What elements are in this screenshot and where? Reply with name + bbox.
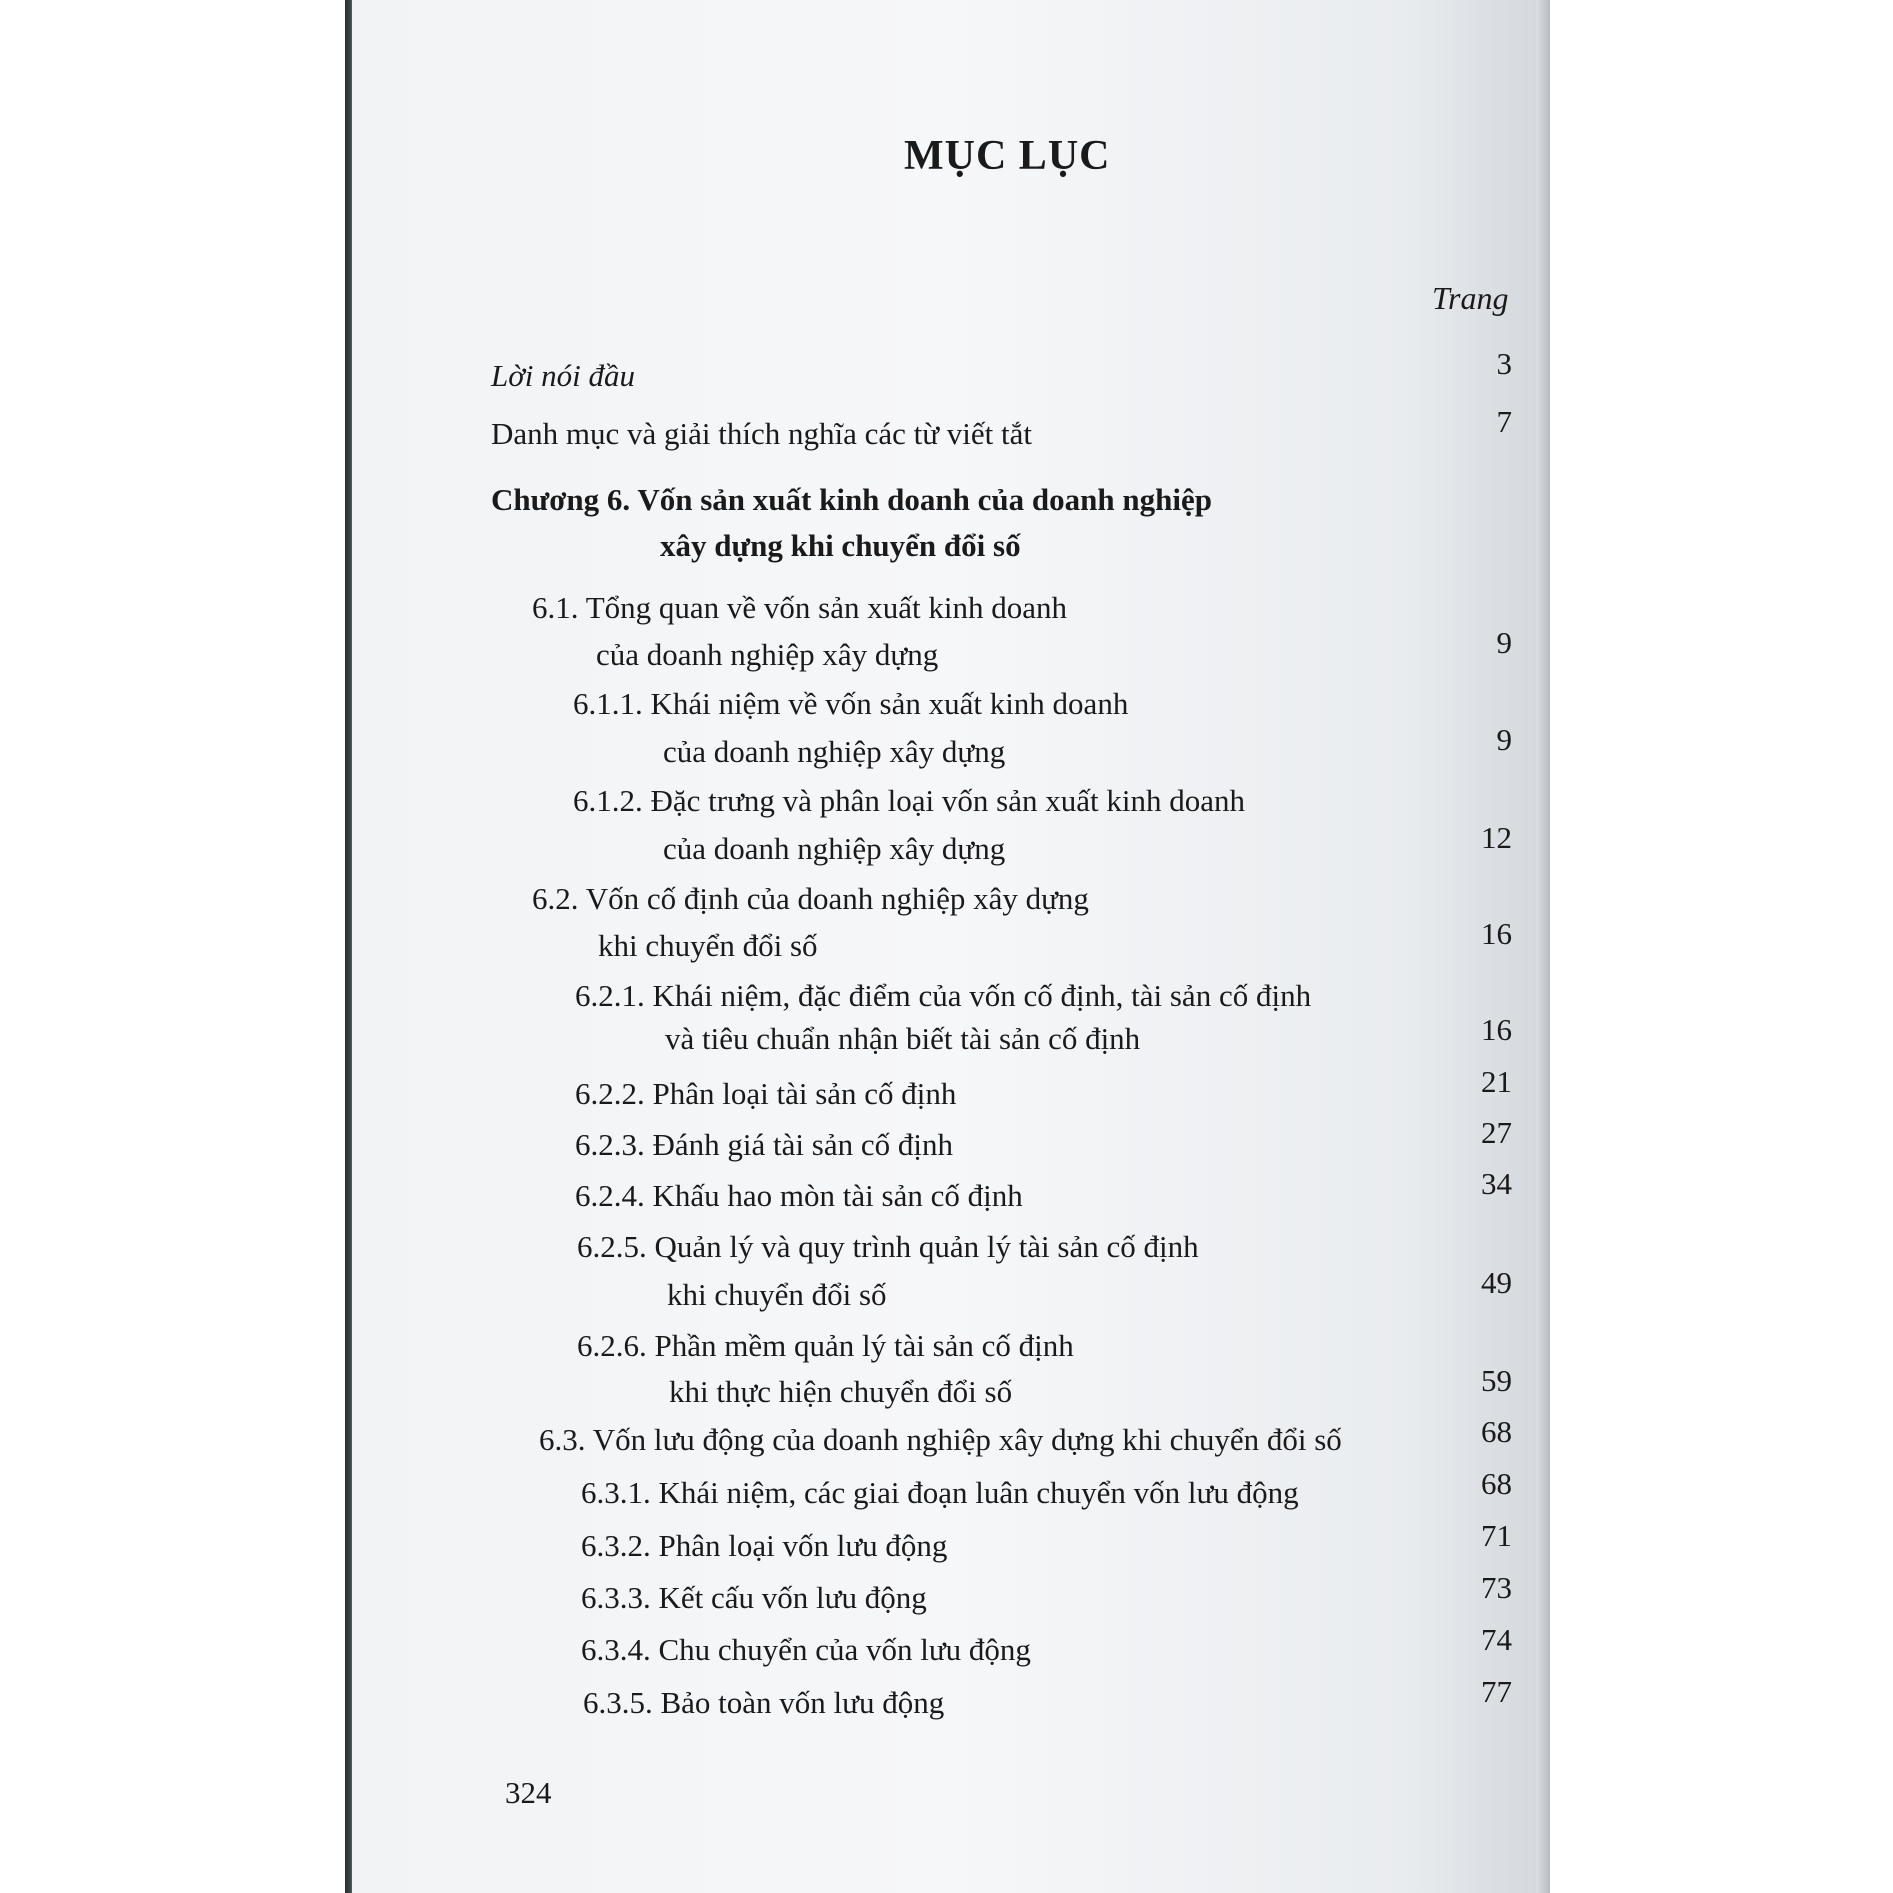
toc-entry-title: Quản lý và quy trình quản lý tài sản cố định [654,1229,1199,1264]
toc-page-number: 16 [1481,916,1512,951]
toc-entry-title-line2: của doanh nghiệp xây dựng [663,831,1006,866]
toc-page-number: 3 [1496,346,1512,381]
toc-chapter-label: Chương 6. [491,482,631,517]
toc-entry-title: Chu chuyển của vốn lưu động [658,1632,1031,1667]
toc-page-number: 71 [1481,1518,1512,1553]
toc-page-number: 49 [1481,1265,1512,1300]
toc-entry-title: Khấu hao mòn tài sản cố định [652,1178,1023,1213]
toc-entry [583,1679,944,1727]
toc-entry-label: 6.3.1. [581,1475,651,1510]
page-number-folio: 324 [505,1775,552,1810]
toc-entry-label: 6.2. [532,881,579,916]
toc-entry-label: 6.2.4. [575,1178,645,1213]
toc-entry [532,584,1067,632]
toc-page-number: 21 [1481,1064,1512,1099]
toc-page-number: 34 [1481,1166,1512,1201]
toc-page-number: 9 [1496,625,1512,660]
toc-entry-label: 6.1.2. [573,783,643,818]
toc-entry-title-line2: của doanh nghiệp xây dựng [596,637,939,672]
toc-entry-title: Vốn cố định của doanh nghiệp xây dựng [585,881,1089,916]
toc-entry [577,1322,1074,1370]
toc-page-number: 12 [1481,820,1512,855]
toc-entry-title: Vốn lưu động của doanh nghiệp xây dựng khi chuyển đổi số [592,1422,1342,1457]
toc-entry-title: Kết cấu vốn lưu động [658,1580,927,1615]
toc-page-number: 16 [1481,1012,1512,1047]
toc-entry-label: 6.3.5. [583,1685,653,1720]
toc-chapter-title: Vốn sản xuất kinh doanh của doanh nghiệp [637,482,1212,517]
toc-chapter [491,476,1212,524]
toc-entry-title: Lời nói đầu [491,358,636,393]
left-margin [0,0,348,1893]
toc-entry-title-line2: khi chuyển đổi số [598,928,818,963]
toc-page-number: 77 [1481,1674,1512,1709]
toc-entry [581,1469,1299,1517]
toc-entry [491,410,1032,458]
toc-entry-label: 6.2.2. [575,1076,645,1111]
toc-entry-title-line2: khi thực hiện chuyển đổi số [669,1374,1013,1409]
toc-page-number: 68 [1481,1466,1512,1501]
toc-entry-label: 6.3.4. [581,1632,651,1667]
toc-entry [581,1626,1031,1674]
toc-page-number: 9 [1496,722,1512,757]
toc-entry-title: Phân loại vốn lưu động [658,1528,948,1563]
toc-entry-title: Khái niệm về vốn sản xuất kinh doanh [650,686,1129,721]
toc-page-number: 74 [1481,1622,1512,1657]
toc-entry-label: 6.2.1. [575,978,645,1013]
page-column-header: Trang [1432,280,1509,316]
toc-entry-label: 6.2.5. [577,1229,647,1264]
toc-entry-title: Khái niệm, đặc điểm của vốn cố định, tài sản cố định [652,978,1312,1013]
toc-entry-label: 6.3.3. [581,1580,651,1615]
toc-entry [575,1172,1023,1220]
toc-entry-title-line2: của doanh nghiệp xây dựng [663,734,1006,769]
toc-entry [573,777,1245,825]
toc-entry-label: 6.3. [539,1422,586,1457]
toc-page-number: 68 [1481,1414,1512,1449]
toc-entry-label: 6.1.1. [573,686,643,721]
toc-entry-label: 6.1. [532,590,579,625]
toc-entry-title-line2: khi chuyển đổi số [667,1277,887,1312]
toc-entry [575,1121,953,1169]
right-margin [1550,0,1893,1893]
toc-entry-title: Đánh giá tài sản cố định [652,1127,953,1162]
toc-entry-title: Bảo toàn vốn lưu động [660,1685,945,1720]
toc-entry-title: Phần mềm quản lý tài sản cố định [654,1328,1074,1363]
book-page [352,0,1548,1893]
toc-entry [573,680,1128,728]
toc-entry-title: Danh mục và giải thích nghĩa các từ viết tắt [491,416,1033,451]
toc-entry-label: 6.2.6. [577,1328,647,1363]
toc-entry-title: Khái niệm, các giai đoạn luân chuyển vốn lưu động [658,1475,1299,1510]
toc-entry-title: Đặc trưng và phân loại vốn sản xuất kinh doanh [650,783,1245,818]
toc-entry-title: Tổng quan về vốn sản xuất kinh doanh [585,590,1067,625]
toc-chapter-title-line2: xây dựng khi chuyển đổi số [660,528,1021,563]
toc-entry-title: Phân loại tài sản cố định [652,1076,957,1111]
toc-entry [539,1416,1342,1464]
toc-entry [575,1070,956,1118]
toc-page-number: 73 [1481,1570,1512,1605]
toc-entry [491,352,635,400]
page-title: MỤC LỤC [904,133,1111,179]
toc-entry-title-line2: và tiêu chuẩn nhận biết tài sản cố định [665,1021,1141,1056]
toc-entry [577,1223,1199,1271]
toc-page-number: 59 [1481,1363,1512,1398]
toc-page-number: 27 [1481,1115,1512,1150]
toc-entry [581,1574,927,1622]
toc-entry-label: 6.2.3. [575,1127,645,1162]
toc-page-number: 7 [1496,404,1512,439]
toc-entry-label: 6.3.2. [581,1528,651,1563]
toc-entry [581,1522,947,1570]
toc-entry [575,972,1311,1020]
page-edge-shadow [1536,0,1550,1893]
toc-entry [532,875,1089,923]
